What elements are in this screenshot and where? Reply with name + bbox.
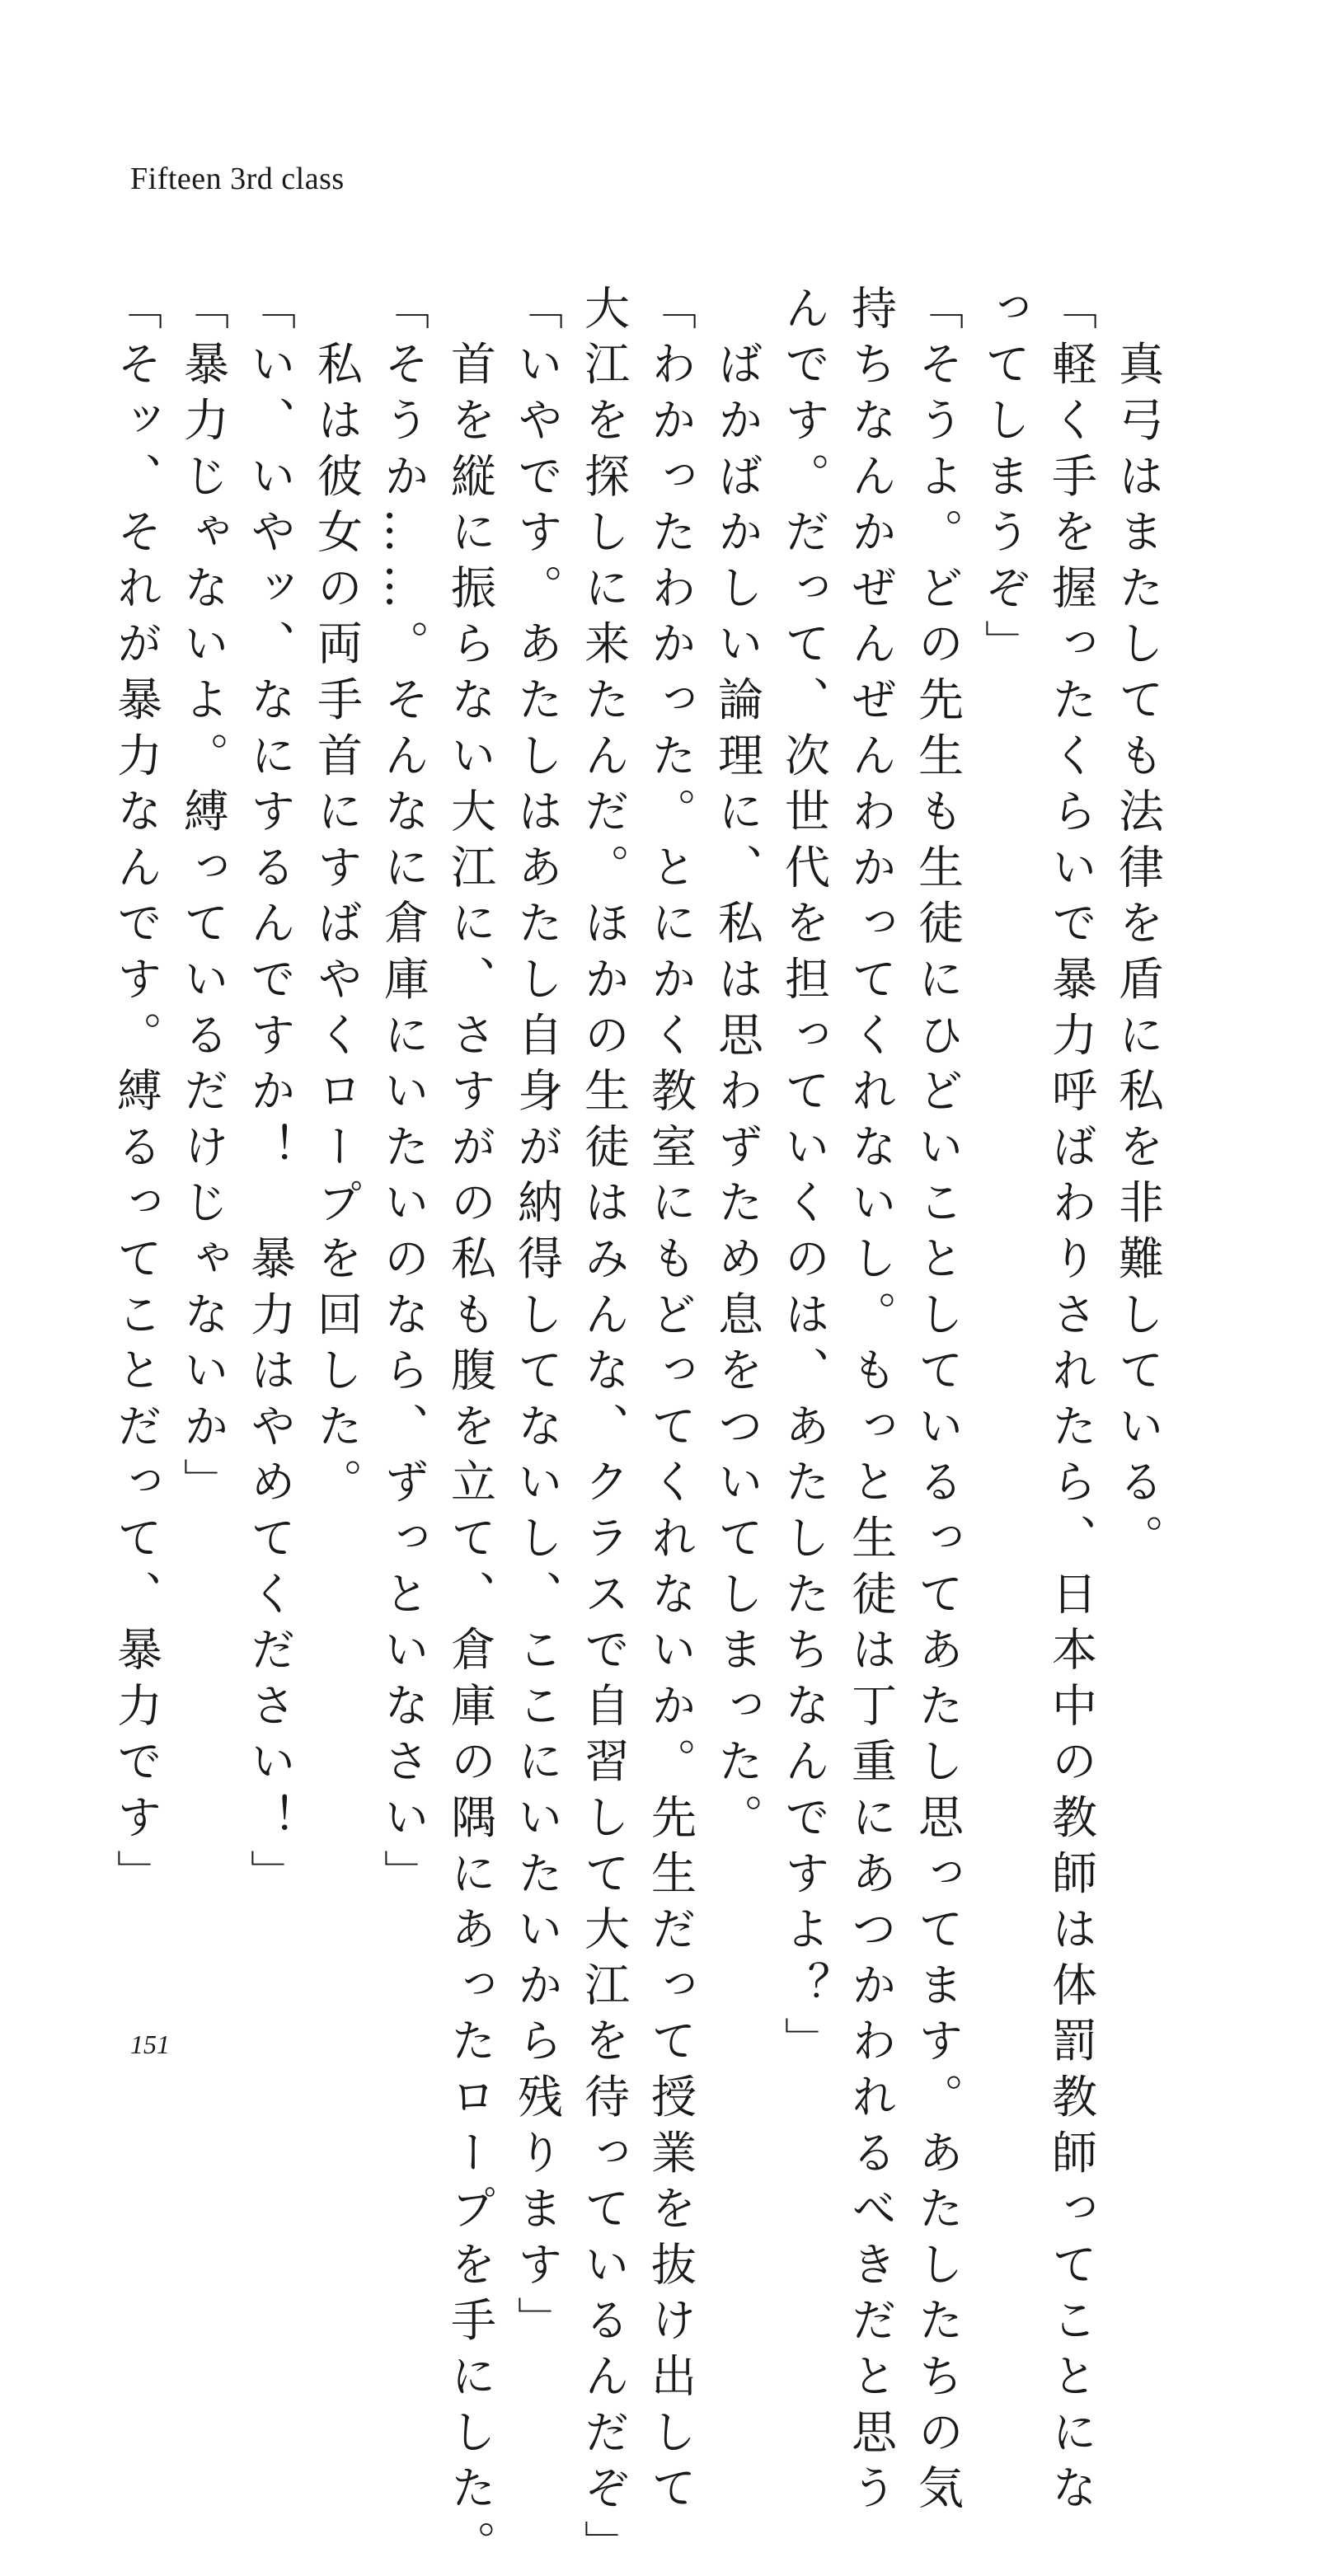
page-number: 151	[130, 2029, 170, 2059]
text-line: 「そうか……。そんなに倉庫にいたいのなら、ずっといなさい」	[377, 284, 429, 1906]
text-line: 「わかったわかった。とにかく教室にもどってくれないか。先生だって授業を抜け出して	[644, 284, 697, 2520]
text-line: んです。だって、次世代を担っていくのは、あたしたちなんですよ？」	[777, 284, 830, 2073]
text-line: 「いやです。あたしはあたし自身が納得してないし、ここにいたいから残ります」	[510, 284, 563, 2353]
text-line: 真弓はまたしても法律を盾に私を非難している。	[1111, 284, 1164, 1570]
text-line: 大江を探しに来たんだ。ほかの生徒はみんな、クラスで自習して大江を待っているんだぞ」	[577, 284, 630, 2576]
text-line: 私は彼女の両手首にすばやくロープを回した。	[310, 284, 363, 1514]
text-line: 持ちなんかぜんぜんわかってくれないし。もっと生徒は丁重にあつかわれるべきだと思う	[844, 284, 897, 2520]
text-line: 「そうよ。どの先生も生徒にひどいことしているってあたし思ってます。あたしたちの気	[911, 284, 964, 2520]
text-line: 「そッ、それが暴力なんです。縛るってことだって、暴力です」	[110, 284, 162, 1906]
text-line: 「暴力じゃないよ。縛っているだけじゃないか」	[176, 284, 229, 1514]
running-header: Fifteen 3rd class	[130, 162, 345, 196]
text-line: 「い、いやッ、なにするんですか！ 暴力はやめてください！」	[243, 284, 296, 1906]
text-line: ってしまうぞ」	[978, 284, 1030, 676]
text-line: 「軽く手を握ったくらいで暴力呼ばわりされたら、日本中の教師は体罰教師ってことにな	[1044, 284, 1097, 2520]
text-line: ばかばかしい論理に、私は思わずため息をついてしまった。	[711, 284, 763, 1850]
text-line: 首を縦に振らない大江に、さすがの私も腹を立て、倉庫の隅にあったロープを手にした。	[444, 284, 496, 2576]
